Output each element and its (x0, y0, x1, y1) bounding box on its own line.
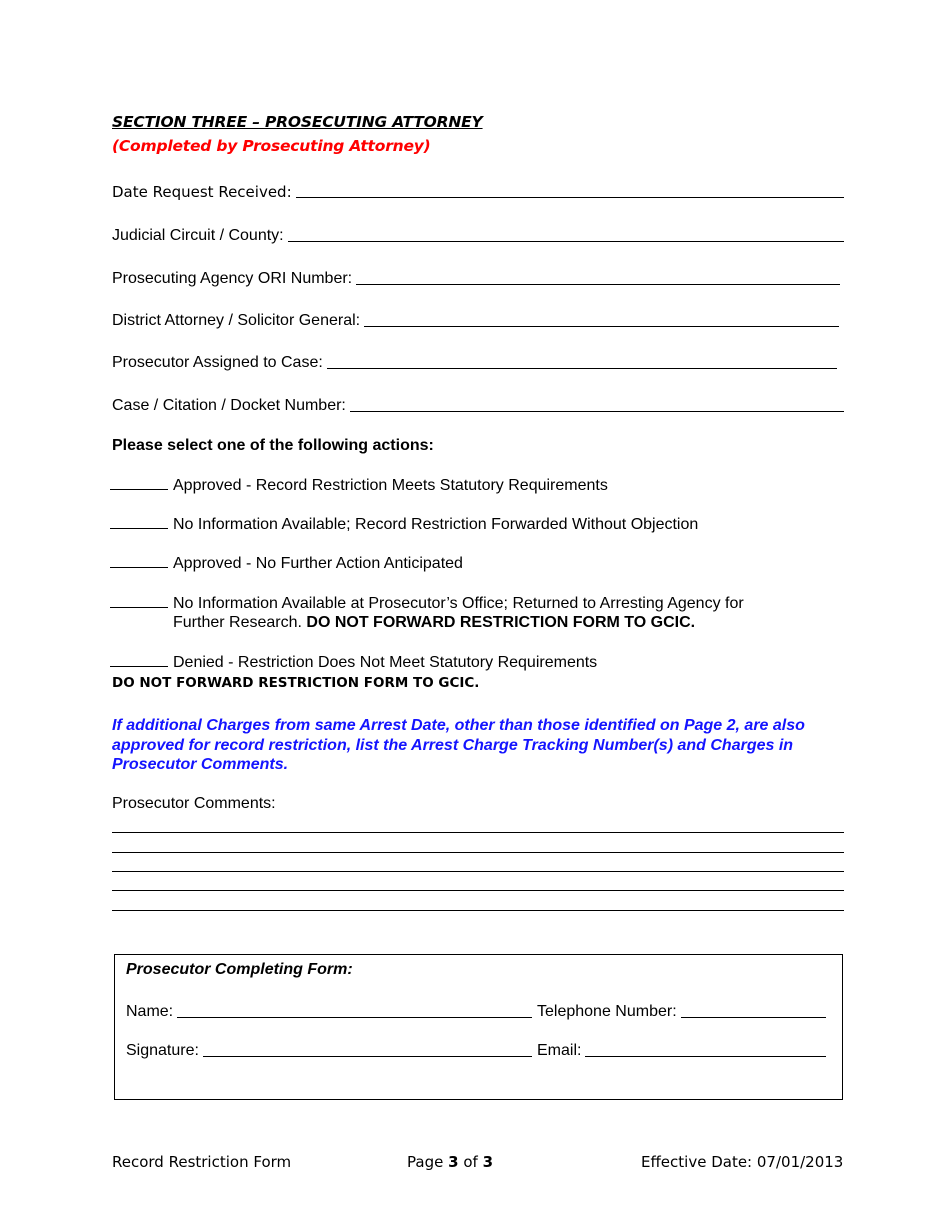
completing-form-title: Prosecutor Completing Form: (126, 961, 353, 978)
action-blank[interactable] (110, 528, 168, 529)
action-blank[interactable] (110, 489, 168, 490)
field-label: Prosecuting Agency ORI Number: (112, 270, 353, 287)
page-total: 3 (482, 1153, 494, 1171)
field-line[interactable] (364, 326, 839, 327)
action-option[interactable] (110, 516, 698, 534)
action-option[interactable] (110, 595, 744, 613)
comment-line[interactable] (112, 910, 844, 911)
section-subtitle: (Completed by Prosecuting Attorney) (112, 137, 431, 155)
telephone-label: Telephone Number: (537, 1003, 677, 1020)
prosecuting-agency-ori-field[interactable] (112, 268, 840, 288)
judicial-circuit-county-field[interactable] (112, 225, 844, 245)
field-label: Prosecutor Assigned to Case: (112, 354, 323, 371)
signature-field[interactable] (126, 1040, 532, 1060)
field-line[interactable] (327, 368, 837, 369)
comment-line[interactable] (112, 852, 844, 853)
action-blank[interactable] (110, 607, 168, 608)
field-label: Date Request Received: (112, 183, 292, 201)
comment-line[interactable] (112, 890, 844, 891)
signature-line[interactable] (203, 1056, 532, 1057)
field-line[interactable] (296, 197, 844, 198)
name-label: Name: (126, 1003, 174, 1020)
telephone-line[interactable] (681, 1017, 826, 1018)
name-line[interactable] (177, 1017, 532, 1018)
footer-effective-date: Effective Date: 07/01/2013 (641, 1153, 844, 1171)
comment-line[interactable] (112, 832, 844, 833)
field-line[interactable] (288, 241, 844, 242)
action-option[interactable] (110, 654, 597, 672)
field-label: Case / Citation / Docket Number: (112, 397, 346, 414)
action-blank[interactable] (110, 666, 168, 667)
action-warning: DO NOT FORWARD RESTRICTION FORM TO GCIC. (306, 614, 696, 631)
field-label: Judicial Circuit / County: (112, 227, 284, 244)
additional-charges-note: If additional Charges from same Arrest Date, other than those identified on Page 2, are also approved for record restriction, list the Arrest Charge Tracking Number(s) and Charges in Prosecutor Comments. (112, 717, 805, 773)
field-line[interactable] (356, 284, 840, 285)
field-line[interactable] (350, 411, 844, 412)
case-citation-docket-field[interactable] (112, 395, 844, 415)
name-field[interactable] (126, 1001, 532, 1021)
action-blank[interactable] (110, 567, 168, 568)
action-option[interactable] (110, 555, 463, 573)
email-line[interactable] (585, 1056, 826, 1057)
action-label-continued (173, 614, 695, 632)
action-label: No Information Available at Prosecutor’s Office; Returned to Arresting Agency for (173, 595, 744, 612)
action-option[interactable] (110, 477, 608, 495)
page-of: of (463, 1153, 478, 1171)
denied-warning: DO NOT FORWARD RESTRICTION FORM TO GCIC. (112, 675, 480, 691)
signature-label: Signature: (126, 1042, 199, 1059)
section-title: SECTION THREE – PROSECUTING ATTORNEY (112, 113, 483, 131)
action-label-part: Further Research. (173, 614, 302, 631)
district-attorney-field[interactable] (112, 310, 839, 330)
telephone-field[interactable] (537, 1001, 826, 1021)
email-label: Email: (537, 1042, 582, 1059)
footer-page-number (407, 1153, 493, 1171)
action-label: Denied - Restriction Does Not Meet Statutory Requirements (173, 654, 598, 671)
prosecutor-comments-label: Prosecutor Comments: (112, 795, 276, 812)
action-label: No Information Available; Record Restriction Forwarded Without Objection (173, 516, 699, 533)
email-field[interactable] (537, 1040, 826, 1060)
date-request-received-field[interactable] (112, 181, 844, 201)
comment-line[interactable] (112, 871, 844, 872)
footer-form-name: Record Restriction Form (112, 1153, 292, 1171)
page-current: 3 (448, 1153, 459, 1171)
actions-title: Please select one of the following actions: (112, 437, 434, 454)
action-label: Approved - Record Restriction Meets Statutory Requirements (173, 477, 608, 494)
action-label: Approved - No Further Action Anticipated (173, 555, 463, 572)
prosecutor-assigned-field[interactable] (112, 352, 837, 372)
page-prefix: Page (407, 1153, 444, 1171)
field-label: District Attorney / Solicitor General: (112, 312, 361, 329)
